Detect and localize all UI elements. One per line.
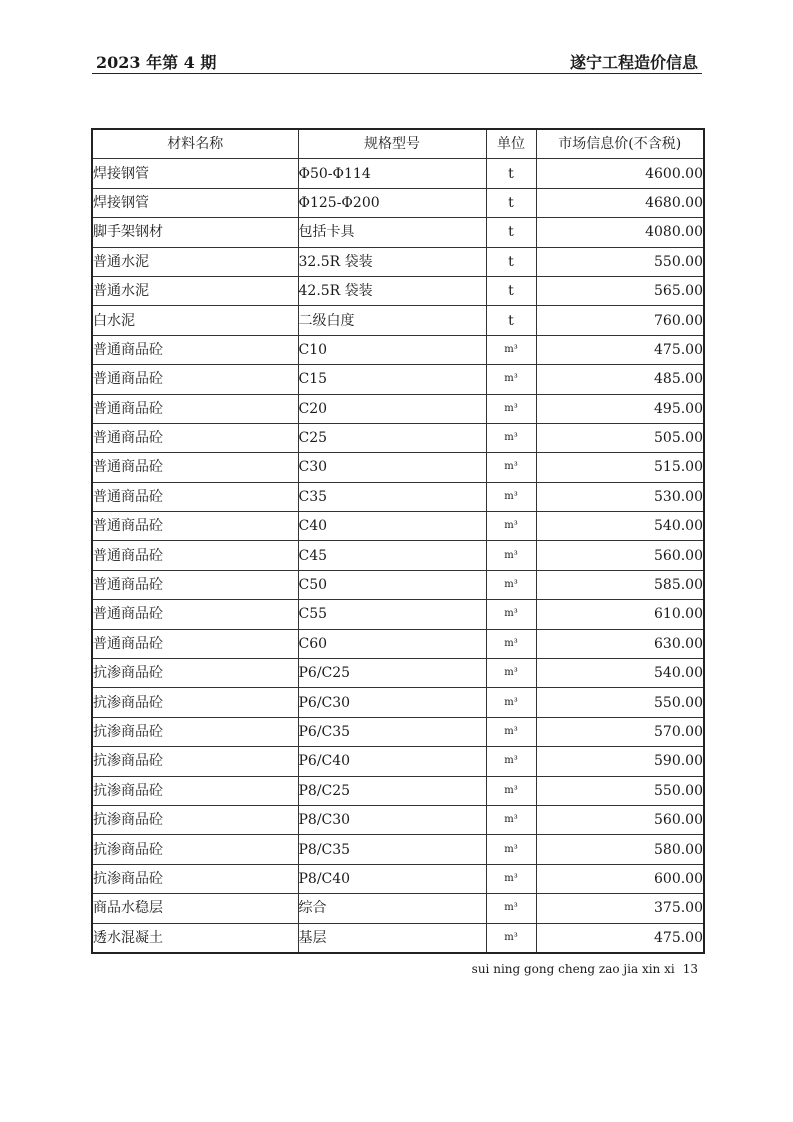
- table-row: [92, 218, 704, 247]
- cell-price: 485.00: [536, 365, 704, 394]
- cell-price: 375.00: [536, 894, 704, 923]
- cell-spec: C60: [298, 629, 486, 658]
- cell-spec: C10: [298, 335, 486, 364]
- cell-price: 610.00: [536, 600, 704, 629]
- cell-price: 4600.00: [536, 159, 704, 188]
- cell-price: 560.00: [536, 805, 704, 834]
- cell-price: 540.00: [536, 512, 704, 541]
- cell-spec: Φ50-Φ114: [298, 159, 486, 188]
- cell-material: 普通水泥: [92, 276, 298, 305]
- page-footer: [472, 962, 698, 976]
- cell-price: 590.00: [536, 747, 704, 776]
- cell-spec: 32.5R 袋装: [298, 247, 486, 276]
- cell-spec: 二级白度: [298, 306, 486, 335]
- cell-unit: m³: [486, 835, 536, 864]
- table-row: [92, 688, 704, 717]
- table-row: [92, 512, 704, 541]
- table-row: [92, 835, 704, 864]
- table-row: [92, 894, 704, 923]
- cell-material: 商品水稳层: [92, 894, 298, 923]
- cell-unit: t: [486, 306, 536, 335]
- cell-material: 普通商品砼: [92, 394, 298, 423]
- cell-spec: C35: [298, 482, 486, 511]
- cell-spec: C15: [298, 365, 486, 394]
- footer-text: sui ning gong cheng zao jia xin xi: [471, 962, 675, 976]
- cell-material: 抗渗商品砼: [92, 805, 298, 834]
- cell-price: 550.00: [536, 247, 704, 276]
- cell-price: 600.00: [536, 864, 704, 893]
- header-divider: [92, 73, 702, 74]
- cell-spec: 基层: [298, 923, 486, 953]
- cell-spec: C25: [298, 423, 486, 452]
- publication-title: 遂宁工程造价信息: [569, 53, 698, 72]
- cell-price: 760.00: [536, 306, 704, 335]
- table-row: [92, 188, 704, 217]
- cell-unit: m³: [486, 688, 536, 717]
- column-header-spec: 规格型号: [298, 129, 486, 159]
- table-row: [92, 423, 704, 452]
- cell-price: 565.00: [536, 276, 704, 305]
- cell-material: 脚手架钢材: [92, 218, 298, 247]
- price-table: [91, 128, 705, 954]
- cell-unit: m³: [486, 923, 536, 953]
- cell-material: 抗渗商品砼: [92, 864, 298, 893]
- cell-unit: m³: [486, 394, 536, 423]
- cell-price: 530.00: [536, 482, 704, 511]
- cell-spec: 包括卡具: [298, 218, 486, 247]
- cell-material: 普通商品砼: [92, 600, 298, 629]
- issue-label: 2023 年第 4 期: [96, 53, 217, 72]
- cell-spec: P8/C30: [298, 805, 486, 834]
- table-row: [92, 659, 704, 688]
- table-row: [92, 805, 704, 834]
- cell-price: 495.00: [536, 394, 704, 423]
- cell-spec: P6/C35: [298, 717, 486, 746]
- table-row: [92, 365, 704, 394]
- table-body: [92, 159, 704, 953]
- cell-unit: m³: [486, 864, 536, 893]
- cell-spec: Φ125-Φ200: [298, 188, 486, 217]
- cell-price: 515.00: [536, 453, 704, 482]
- column-header-unit: 单位: [486, 129, 536, 159]
- cell-material: 抗渗商品砼: [92, 835, 298, 864]
- cell-spec: P8/C35: [298, 835, 486, 864]
- cell-material: 普通商品砼: [92, 629, 298, 658]
- cell-unit: m³: [486, 629, 536, 658]
- cell-material: 抗渗商品砼: [92, 717, 298, 746]
- cell-unit: m³: [486, 717, 536, 746]
- cell-unit: m³: [486, 335, 536, 364]
- cell-price: 550.00: [536, 776, 704, 805]
- cell-spec: P6/C25: [298, 659, 486, 688]
- cell-unit: m³: [486, 570, 536, 599]
- cell-unit: t: [486, 218, 536, 247]
- cell-price: 585.00: [536, 570, 704, 599]
- cell-unit: m³: [486, 805, 536, 834]
- table-row: [92, 306, 704, 335]
- cell-material: 普通商品砼: [92, 365, 298, 394]
- cell-price: 560.00: [536, 541, 704, 570]
- table-row: [92, 159, 704, 188]
- cell-spec: P8/C40: [298, 864, 486, 893]
- cell-material: 焊接钢管: [92, 159, 298, 188]
- cell-unit: t: [486, 276, 536, 305]
- cell-unit: m³: [486, 423, 536, 452]
- cell-price: 550.00: [536, 688, 704, 717]
- table-header-row: [92, 129, 704, 159]
- cell-material: 透水混凝土: [92, 923, 298, 953]
- table-row: [92, 570, 704, 599]
- cell-unit: m³: [486, 659, 536, 688]
- cell-price: 630.00: [536, 629, 704, 658]
- table-row: [92, 453, 704, 482]
- table-row: [92, 776, 704, 805]
- table-row: [92, 482, 704, 511]
- table-row: [92, 247, 704, 276]
- table-row: [92, 747, 704, 776]
- cell-unit: t: [486, 247, 536, 276]
- cell-spec: C50: [298, 570, 486, 599]
- cell-spec: P8/C25: [298, 776, 486, 805]
- cell-material: 普通商品砼: [92, 453, 298, 482]
- cell-material: 普通商品砼: [92, 335, 298, 364]
- table-row: [92, 864, 704, 893]
- cell-material: 抗渗商品砼: [92, 659, 298, 688]
- table-row: [92, 276, 704, 305]
- table-row: [92, 629, 704, 658]
- table-row: [92, 717, 704, 746]
- cell-material: 普通商品砼: [92, 423, 298, 452]
- cell-spec: 综合: [298, 894, 486, 923]
- cell-material: 抗渗商品砼: [92, 776, 298, 805]
- cell-spec: C30: [298, 453, 486, 482]
- cell-unit: m³: [486, 541, 536, 570]
- cell-unit: m³: [486, 776, 536, 805]
- cell-spec: C40: [298, 512, 486, 541]
- cell-unit: m³: [486, 600, 536, 629]
- cell-material: 普通商品砼: [92, 512, 298, 541]
- cell-material: 普通商品砼: [92, 541, 298, 570]
- cell-unit: t: [486, 188, 536, 217]
- table-row: [92, 541, 704, 570]
- cell-unit: t: [486, 159, 536, 188]
- cell-material: 普通商品砼: [92, 482, 298, 511]
- cell-price: 505.00: [536, 423, 704, 452]
- cell-price: 4680.00: [536, 188, 704, 217]
- cell-unit: m³: [486, 453, 536, 482]
- cell-price: 580.00: [536, 835, 704, 864]
- cell-price: 475.00: [536, 335, 704, 364]
- cell-spec: C45: [298, 541, 486, 570]
- cell-spec: C20: [298, 394, 486, 423]
- cell-unit: m³: [486, 747, 536, 776]
- cell-material: 普通水泥: [92, 247, 298, 276]
- cell-price: 570.00: [536, 717, 704, 746]
- cell-unit: m³: [486, 894, 536, 923]
- table-row: [92, 394, 704, 423]
- cell-spec: P6/C30: [298, 688, 486, 717]
- table-row: [92, 335, 704, 364]
- cell-unit: m³: [486, 482, 536, 511]
- cell-spec: 42.5R 袋装: [298, 276, 486, 305]
- cell-spec: P6/C40: [298, 747, 486, 776]
- cell-unit: m³: [486, 512, 536, 541]
- table-row: [92, 600, 704, 629]
- table-row: [92, 923, 704, 953]
- cell-spec: C55: [298, 600, 486, 629]
- page-number: 13: [682, 962, 698, 976]
- column-header-price: 市场信息价(不含税): [536, 129, 704, 159]
- cell-material: 焊接钢管: [92, 188, 298, 217]
- cell-unit: m³: [486, 365, 536, 394]
- column-header-material: 材料名称: [92, 129, 298, 159]
- cell-price: 540.00: [536, 659, 704, 688]
- cell-material: 抗渗商品砼: [92, 688, 298, 717]
- cell-material: 白水泥: [92, 306, 298, 335]
- cell-price: 475.00: [536, 923, 704, 953]
- cell-material: 抗渗商品砼: [92, 747, 298, 776]
- cell-material: 普通商品砼: [92, 570, 298, 599]
- cell-price: 4080.00: [536, 218, 704, 247]
